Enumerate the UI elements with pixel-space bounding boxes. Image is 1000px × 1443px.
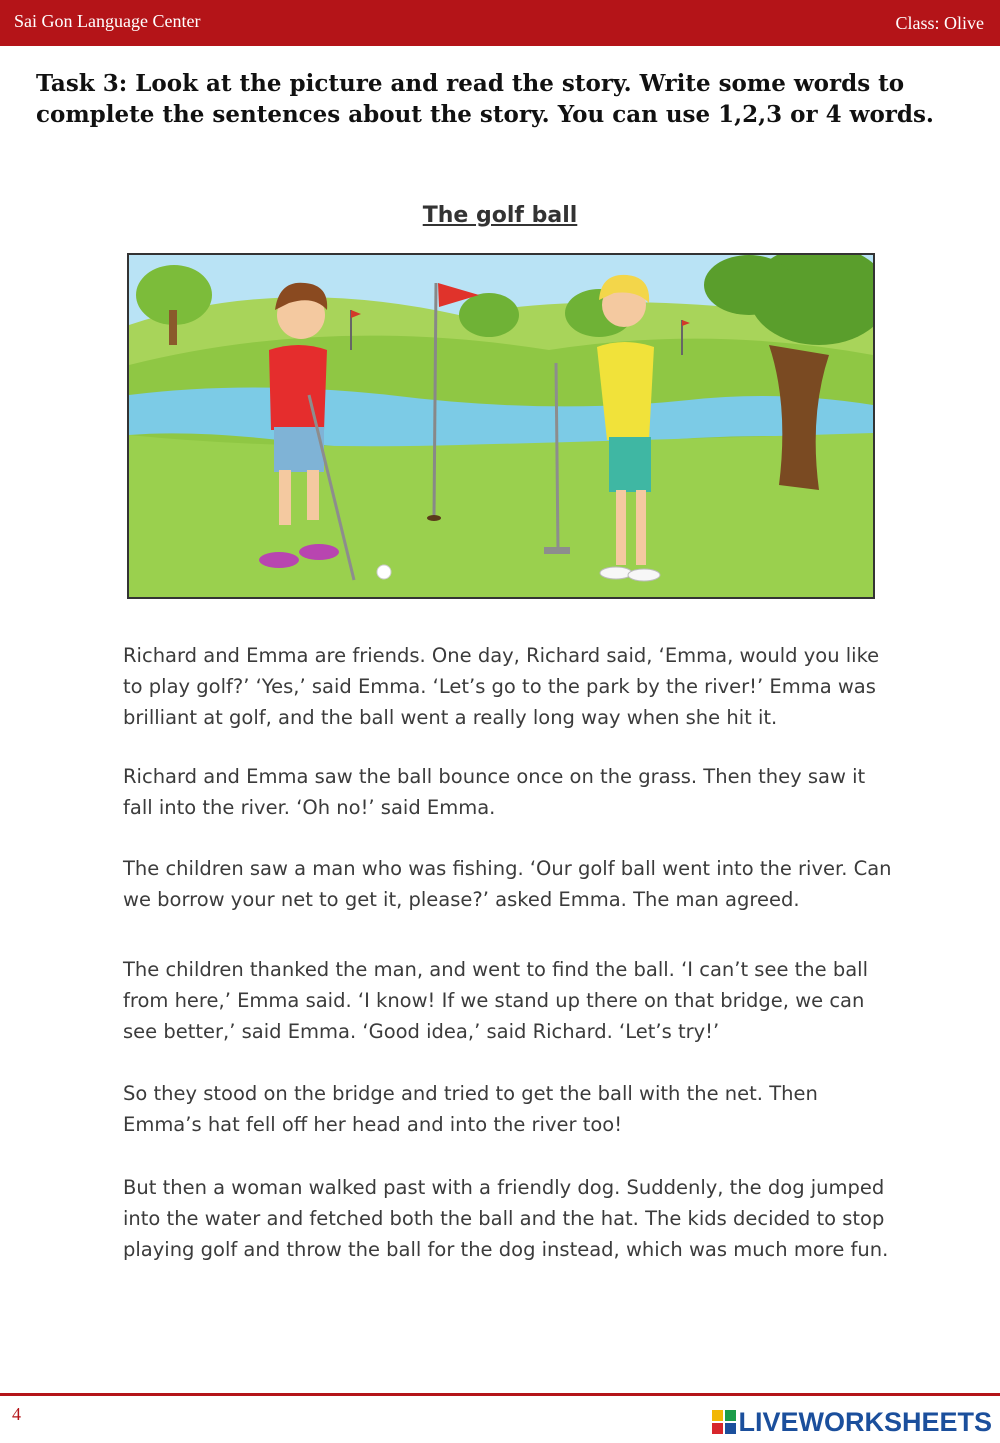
- liveworksheets-logo-icon: [712, 1410, 736, 1434]
- header-bar: [0, 0, 1000, 46]
- school-name: Sai Gon Language Center: [14, 11, 201, 31]
- story-paragraph: So they stood on the bridge and tried to get the ball with the net. Then Emma’s hat fell off her head and into the river too!: [123, 1082, 818, 1136]
- class-label: Class: Olive: [895, 13, 984, 33]
- story-paragraph: Richard and Emma saw the ball bounce once on the grass. Then they saw it fall into the river. ‘Oh no!’ said Emma.: [123, 765, 866, 819]
- story-title: The golf ball: [422, 203, 578, 228]
- story-paragraph: But then a woman walked past with a friendly dog. Suddenly, the dog jumped into the water and fetched both the ball and the hat. The kids decided to stop playing golf and throw the ball for the dog instead, which was much more fun.: [123, 1176, 889, 1261]
- brand-name: LIVEWORKSHEETS: [738, 1406, 992, 1437]
- story-paragraph: The children saw a man who was fishing. ‘Our golf ball went into the river. Can we borrow your net to get it, please?’ asked Emma. The man agreed.: [123, 857, 892, 911]
- story-illustration: [127, 253, 875, 599]
- story-paragraph: The children thanked the man, and went to find the ball. ‘I can’t see the ball from here,’ Emma said. ‘I know! If we stand up there on that bridge, we can see better,’ said Emma. ‘Good idea,’ said Richard. ‘Let’s try!’: [123, 958, 869, 1043]
- task-instructions: Task 3: Look at the picture and read the story. Write some words to complete the sentences about the story. You can use 1,2,3 or 4 words.: [36, 70, 934, 128]
- liveworksheets-logo[interactable]: [712, 1407, 992, 1437]
- story-paragraph: Richard and Emma are friends. One day, Richard said, ‘Emma, would you like to play golf?’ ‘Yes,’ said Emma. ‘Let’s go to the park by the river!’ Emma was brilliant at golf, and the ball went a really long way when she hit it.: [123, 644, 880, 729]
- footer-divider: [0, 1393, 1000, 1396]
- page-number: 4: [12, 1404, 21, 1424]
